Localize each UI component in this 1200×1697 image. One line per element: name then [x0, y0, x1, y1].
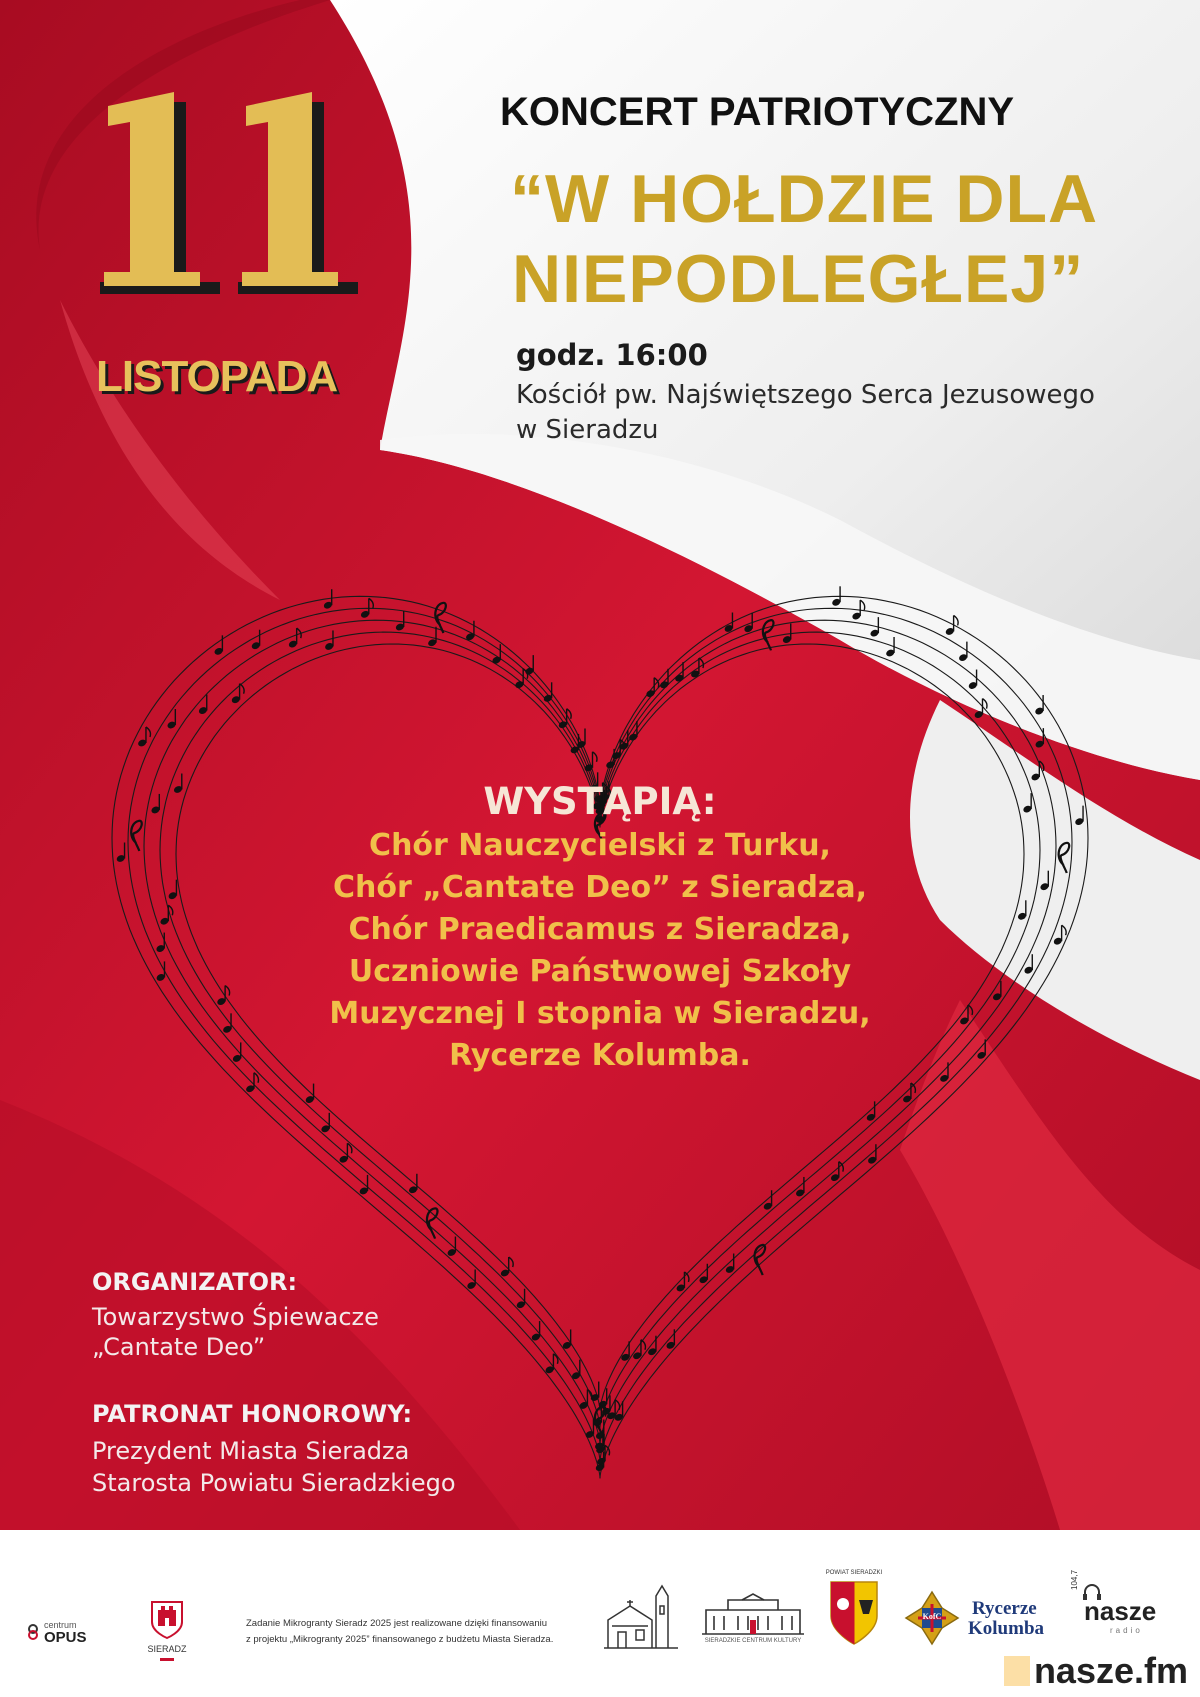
music-note-icon	[116, 842, 126, 863]
powiat-crest-icon	[829, 1580, 879, 1646]
kofc-label: KofC	[922, 1612, 942, 1621]
sck-building-icon	[698, 1592, 808, 1636]
music-note-icon	[288, 628, 301, 649]
patronage-line: Starosta Powiatu Sieradzkiego	[92, 1469, 456, 1497]
rycerze-line1: Rycerze	[972, 1598, 1037, 1619]
rycerze-kolumba-logo	[968, 1598, 1068, 1648]
treble-clef-icon	[1059, 843, 1070, 873]
day-number-graphic	[88, 82, 368, 342]
organizer-line: Towarzystwo Śpiewacze	[92, 1303, 379, 1331]
sieradz-label: SIERADZ	[147, 1644, 187, 1654]
music-note-icon	[173, 773, 183, 794]
nasze-radio-logo	[1070, 1569, 1160, 1642]
music-note-icon	[524, 655, 534, 676]
rycerze-line2: Kolumba	[968, 1618, 1045, 1639]
radio-frequency: 104,7	[1070, 1569, 1079, 1590]
music-note-icon	[222, 1013, 232, 1034]
music-note-icon	[408, 1174, 418, 1195]
music-note-icon	[159, 905, 172, 926]
event-kicker: KONCERT PATRIOTYCZNY	[500, 90, 1015, 134]
radio-name: nasze	[1084, 1596, 1157, 1626]
music-note-icon	[665, 1329, 675, 1350]
music-note-icon	[763, 1190, 773, 1211]
music-note-icon	[216, 986, 229, 1007]
watermark-text: nasze.fm	[1033, 1650, 1188, 1691]
venue-line2: w Sieradzu	[516, 415, 659, 445]
funding-note-line1: Zadanie Mikrogranty Sieradz 2025 jest realizowane dzięki finansowaniu	[246, 1618, 547, 1629]
event-time: godz. 16:00	[516, 338, 708, 372]
performer-item: Muzycznej I stopnia w Sieradzu,	[329, 996, 871, 1031]
music-note-icon	[605, 749, 615, 770]
music-note-icon	[698, 1264, 708, 1285]
powiat-logo	[824, 1570, 884, 1650]
music-note-icon	[723, 612, 733, 633]
music-note-icon	[647, 1336, 657, 1357]
performers-heading: WYSTĄPIĄ:	[483, 780, 717, 823]
treble-clef-icon	[763, 620, 774, 650]
music-note-icon	[1074, 806, 1084, 827]
event-title-line1: “W HOŁDZIE DLA	[510, 161, 1099, 237]
event-title-line2: NIEPODLEGŁEJ”	[512, 241, 1085, 317]
music-note-icon	[446, 1237, 456, 1258]
kofc-emblem	[904, 1590, 960, 1646]
church-logo	[600, 1582, 680, 1652]
treble-clef-icon	[131, 821, 142, 851]
music-note-icon	[1023, 954, 1033, 975]
sieradz-logo	[142, 1600, 192, 1670]
venue-line1: Kościół pw. Najświętszego Serca Jezusowego	[516, 380, 1095, 410]
powiat-label: POWIAT SIERADZKI	[825, 1570, 883, 1576]
music-note-icon	[359, 1175, 369, 1196]
performer-item: Chór Praedicamus z Sieradza,	[348, 912, 852, 947]
music-note-icon	[166, 709, 176, 730]
music-note-icon	[795, 1177, 805, 1198]
music-note-icon	[516, 1289, 526, 1310]
music-note-icon	[1030, 761, 1043, 782]
patronage-line: Prezydent Miasta Sieradza	[92, 1437, 410, 1465]
music-note-icon	[213, 635, 223, 656]
watermark-accent	[1004, 1656, 1030, 1686]
music-note-icon	[1022, 793, 1032, 814]
day-number-text: 11	[226, 231, 230, 233]
performer-item: Chór Nauczycielski z Turku,	[369, 828, 831, 863]
music-note-icon	[1039, 871, 1049, 892]
music-note-icon	[251, 630, 261, 651]
performer-item: Rycerze Kolumba.	[449, 1038, 751, 1073]
music-note-icon	[1034, 695, 1044, 716]
music-note-icon	[866, 1101, 876, 1122]
music-note-icon	[867, 1144, 877, 1165]
watermark	[1000, 1650, 1196, 1694]
performers-block	[250, 780, 950, 1077]
radio-small-label: radio	[1110, 1626, 1143, 1635]
music-note-icon	[167, 880, 177, 901]
opus-mark-icon	[26, 1624, 40, 1640]
music-note-icon	[725, 1253, 735, 1274]
music-note-icon	[320, 1113, 330, 1134]
music-note-icon	[1034, 728, 1044, 749]
opus-name: OPUS	[44, 1629, 87, 1646]
music-note-icon	[628, 721, 638, 742]
sieradz-crest-icon	[150, 1600, 184, 1640]
opus-logo	[26, 1620, 96, 1650]
sck-label: SIERADZKIE CENTRUM KULTURY	[704, 1638, 802, 1644]
funding-note-line2: z projektu „Mikrogranty 2025” finansowanego z budżetu Miasta Sieradza.	[246, 1634, 554, 1645]
music-note-icon	[150, 794, 160, 815]
music-note-icon	[155, 933, 165, 954]
performer-item: Chór „Cantate Deo” z Sieradza,	[332, 870, 868, 905]
music-note-icon	[958, 642, 968, 663]
organizer-label: ORGANIZATOR:	[92, 1268, 298, 1296]
sck-logo	[698, 1592, 808, 1652]
music-note-icon	[869, 617, 879, 638]
month-label: LISTOPADA	[96, 352, 338, 401]
music-note-icon	[659, 669, 669, 690]
organizer-line: „Cantate Deo”	[92, 1333, 266, 1361]
sponsor-footer	[0, 1530, 1200, 1697]
music-note-icon	[531, 1321, 541, 1342]
patronage-label: PATRONAT HONOROWY:	[92, 1400, 413, 1428]
music-note-icon	[466, 1270, 476, 1291]
opus-small-text: centrum	[44, 1620, 77, 1630]
music-note-icon	[976, 1039, 986, 1060]
performer-item: Uczniowie Państwowej Szkoły	[348, 954, 852, 989]
music-note-icon	[632, 1340, 645, 1361]
music-note-icon	[885, 637, 895, 658]
church-drawing-icon	[600, 1582, 680, 1652]
sieradz-underline	[160, 1658, 174, 1661]
music-note-icon	[305, 1084, 315, 1105]
